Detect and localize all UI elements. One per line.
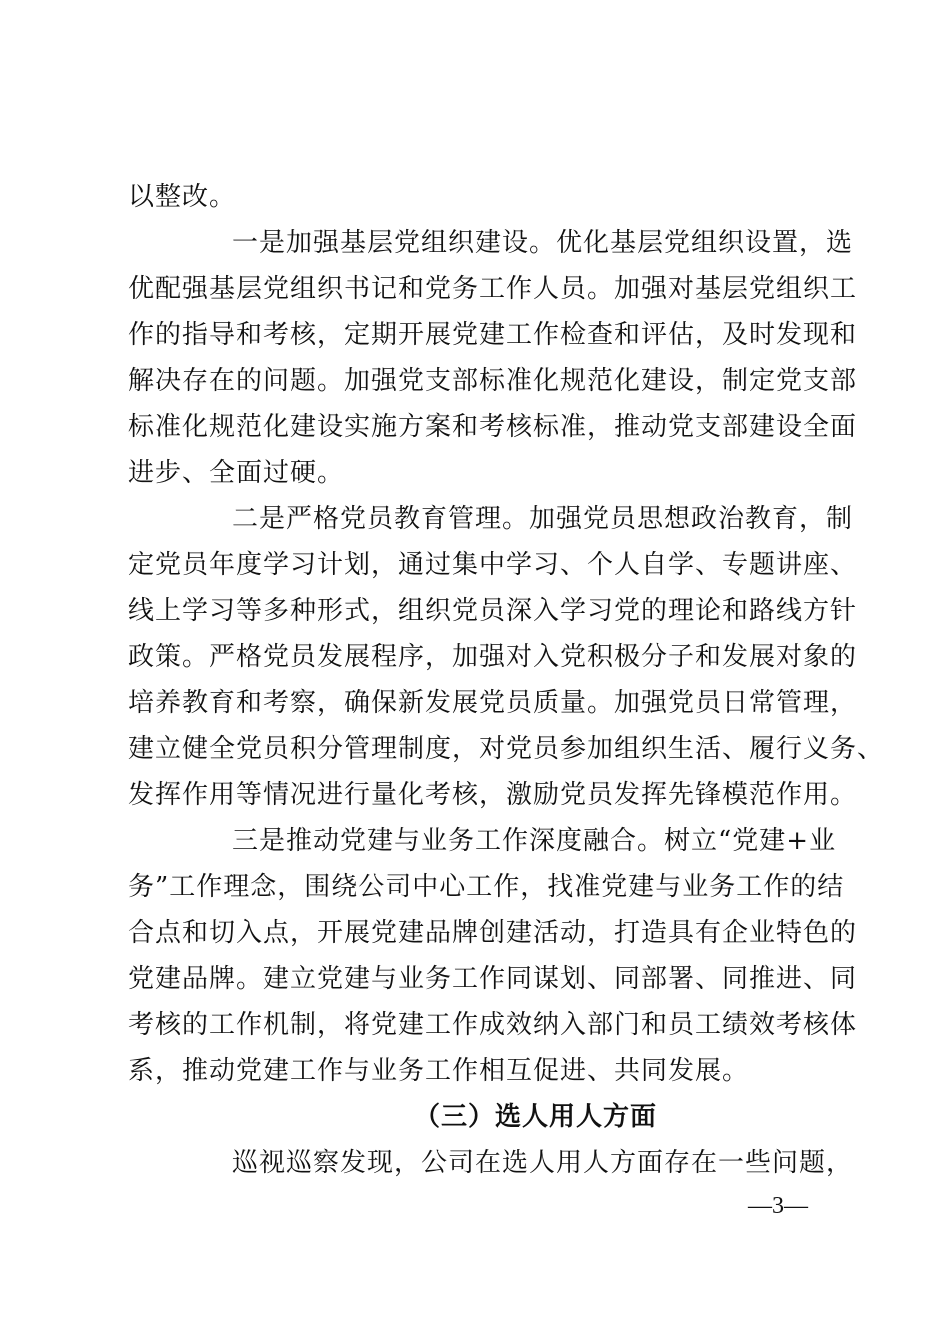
paragraph-line: 巡视巡察发现，公司在选人用人方面存在一些问题， [232, 1148, 854, 1178]
paragraph-line: 考核的工作机制，将党建工作成效纳入部门和员工绩效考核体 [128, 1010, 858, 1040]
paragraph-line: 作的指导和考核，定期开展党建工作检查和评估，及时发现和 [128, 320, 858, 350]
paragraph-line: 线上学习等多种形式，组织党员深入学习党的理论和路线方针 [128, 596, 858, 626]
paragraph-line: 系，推动党建工作与业务工作相互促进、共同发展。 [128, 1056, 750, 1086]
paragraph-line: 解决存在的问题。加强党支部标准化规范化建设，制定党支部 [128, 366, 858, 396]
paragraph-line: 建立健全党员积分管理制度，对党员参加组织生活、履行义务、 [128, 734, 885, 764]
paragraph-line: 发挥作用等情况进行量化考核，激励党员发挥先锋模范作用。 [128, 780, 858, 810]
paragraph-line: 培养教育和考察，确保新发展党员质量。加强党员日常管理， [128, 688, 858, 718]
paragraph-line: 标准化规范化建设实施方案和考核标准，推动党支部建设全面 [128, 412, 858, 442]
paragraph-line: 以整改。 [128, 182, 237, 212]
paragraph-line: 三是推动党建与业务工作深度融合。树立“党建+业 [232, 826, 837, 856]
page-number: —3— [748, 1193, 808, 1219]
paragraph-line: 进步、全面过硬。 [128, 458, 345, 488]
paragraph-line: 政策。严格党员发展程序，加强对入党积极分子和发展对象的 [128, 642, 858, 672]
paragraph-line: 定党员年度学习计划，通过集中学习、个人自学、专题讲座、 [128, 550, 858, 580]
paragraph-line: 优配强基层党组织书记和党务工作人员。加强对基层党组织工 [128, 274, 858, 304]
paragraph-line: 二是严格党员教育管理。加强党员思想政治教育，制 [232, 504, 854, 534]
section-heading: （三）选人用人方面 [414, 1102, 658, 1132]
paragraph-line: 合点和切入点，开展党建品牌创建活动，打造具有企业特色的 [128, 918, 858, 948]
paragraph-line: 党建品牌。建立党建与业务工作同谋划、同部署、同推进、同 [128, 964, 858, 994]
paragraph-line: 务”工作理念，围绕公司中心工作，找准党建与业务工作的结 [128, 872, 845, 902]
paragraph-line: 一是加强基层党组织建设。优化基层党组织设置，选 [232, 228, 854, 258]
